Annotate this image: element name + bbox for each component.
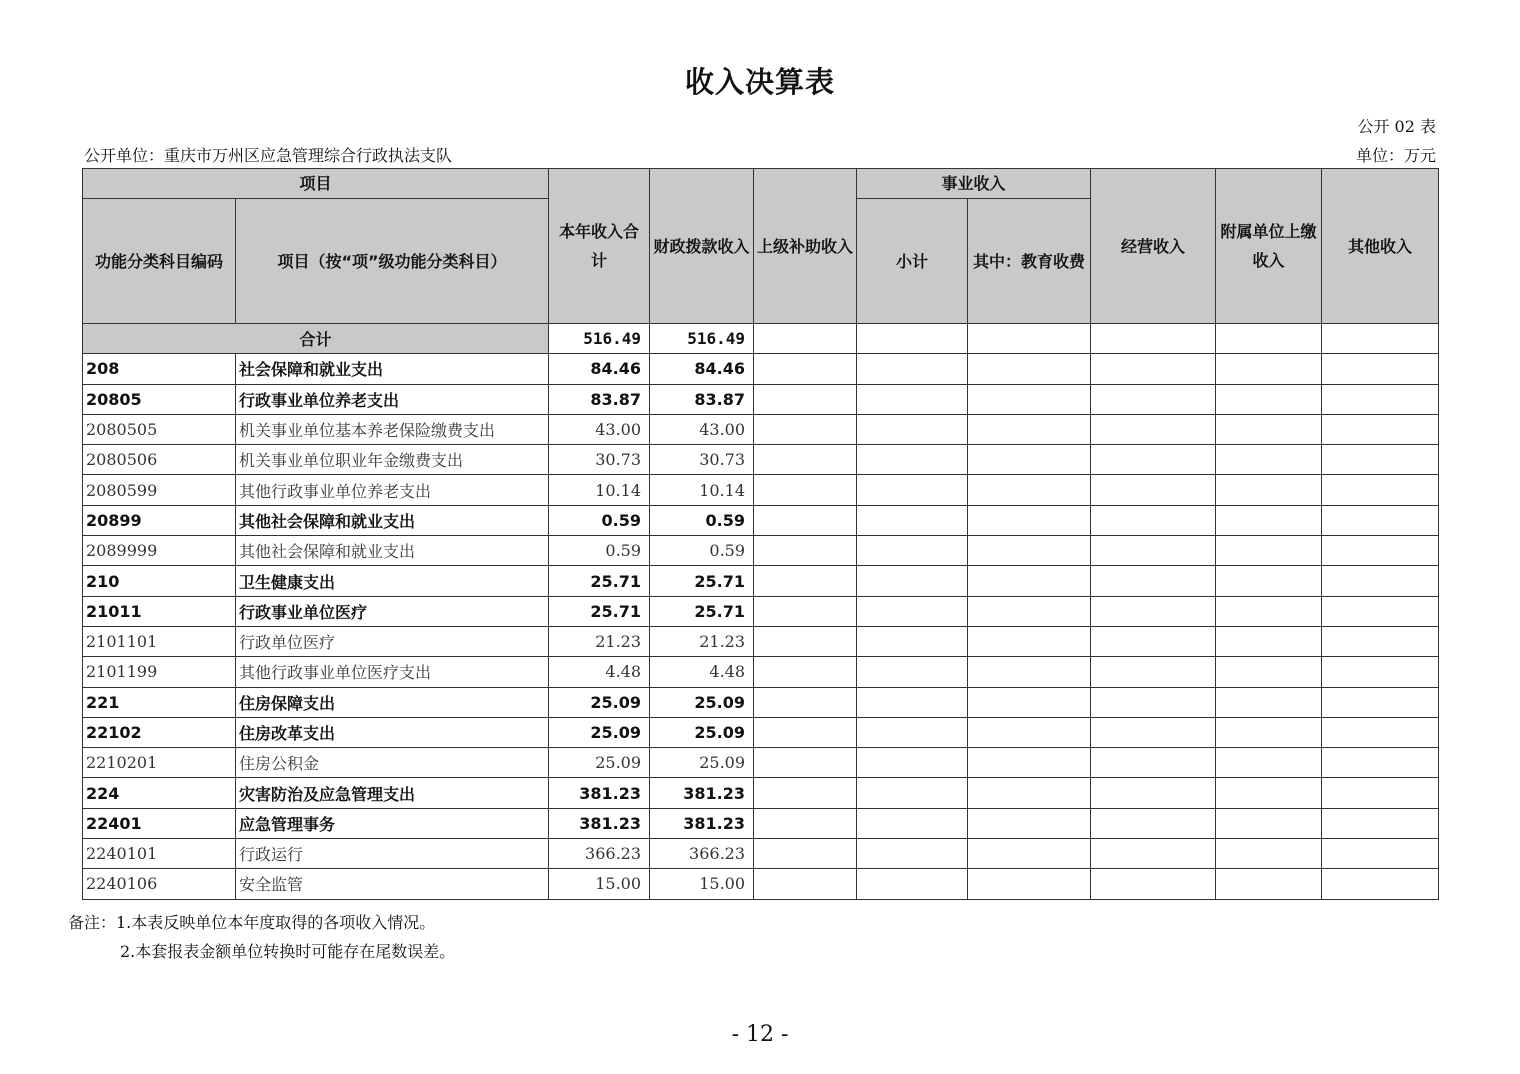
empty-cell xyxy=(754,475,857,505)
empty-cell xyxy=(1322,778,1439,808)
empty-cell xyxy=(1091,839,1216,869)
total-row xyxy=(83,324,1439,354)
empty-cell xyxy=(1216,445,1322,475)
row-name: 行政事业单位医疗 xyxy=(236,596,549,626)
table-row xyxy=(83,566,1439,596)
empty-cell xyxy=(1322,717,1439,747)
empty-cell xyxy=(857,414,968,444)
empty-cell xyxy=(754,354,857,384)
empty-cell xyxy=(1216,354,1322,384)
row-total: 366.23 xyxy=(549,839,650,869)
row-total: 381.23 xyxy=(549,778,650,808)
empty-cell xyxy=(857,808,968,838)
empty-cell xyxy=(1216,536,1322,566)
empty-cell xyxy=(1322,626,1439,656)
row-total: 43.00 xyxy=(549,414,650,444)
empty-cell xyxy=(1216,717,1322,747)
table-row xyxy=(83,869,1439,899)
row-total: 10.14 xyxy=(549,475,650,505)
row-code: 2089999 xyxy=(83,536,236,566)
note-1: 备注：1.本表反映单位本年度取得的各项收入情况。 xyxy=(68,913,436,932)
notes xyxy=(68,908,455,966)
row-fiscal: 84.46 xyxy=(650,354,754,384)
row-code: 208 xyxy=(83,354,236,384)
row-fiscal: 43.00 xyxy=(650,414,754,444)
row-code: 21011 xyxy=(83,596,236,626)
empty-cell xyxy=(857,475,968,505)
empty-cell xyxy=(857,717,968,747)
row-name: 其他社会保障和就业支出 xyxy=(236,505,549,535)
row-total: 21.23 xyxy=(549,626,650,656)
empty-cell xyxy=(1216,505,1322,535)
header-superior: 上级补助收入 xyxy=(754,169,857,324)
row-fiscal: 25.09 xyxy=(650,748,754,778)
row-name: 其他行政事业单位医疗支出 xyxy=(236,657,549,687)
empty-cell xyxy=(1322,475,1439,505)
page-number: - 12 - xyxy=(731,1022,789,1047)
row-fiscal: 25.09 xyxy=(650,717,754,747)
header-career: 事业收入 xyxy=(857,169,1091,199)
empty-cell xyxy=(968,869,1091,899)
empty-cell xyxy=(1091,657,1216,687)
row-fiscal: 83.87 xyxy=(650,384,754,414)
row-fiscal: 21.23 xyxy=(650,626,754,656)
row-total: 25.09 xyxy=(549,717,650,747)
row-code: 2080505 xyxy=(83,414,236,444)
table-row xyxy=(83,778,1439,808)
empty-cell xyxy=(1322,445,1439,475)
empty-cell xyxy=(1322,384,1439,414)
empty-cell xyxy=(857,445,968,475)
row-fiscal: 30.73 xyxy=(650,445,754,475)
empty-cell xyxy=(1091,414,1216,444)
empty-cell xyxy=(857,687,968,717)
empty-cell xyxy=(754,869,857,899)
header-code: 功能分类科目编码 xyxy=(83,199,236,324)
header-fiscal: 财政拨款收入 xyxy=(650,169,754,324)
row-fiscal: 25.09 xyxy=(650,687,754,717)
empty-cell xyxy=(1091,748,1216,778)
row-total: 84.46 xyxy=(549,354,650,384)
table-row xyxy=(83,505,1439,535)
row-fiscal: 366.23 xyxy=(650,839,754,869)
row-total: 15.00 xyxy=(549,869,650,899)
empty-cell xyxy=(754,657,857,687)
empty-cell xyxy=(857,626,968,656)
row-name: 其他社会保障和就业支出 xyxy=(236,536,549,566)
row-fiscal: 0.59 xyxy=(650,536,754,566)
table-row xyxy=(83,657,1439,687)
empty-cell xyxy=(968,717,1091,747)
header-education: 其中：教育收费 xyxy=(968,199,1091,324)
empty-cell xyxy=(1091,626,1216,656)
empty-cell xyxy=(968,536,1091,566)
row-name: 住房保障支出 xyxy=(236,687,549,717)
empty-cell xyxy=(1216,566,1322,596)
income-table xyxy=(82,168,1439,900)
empty-cell xyxy=(754,566,857,596)
row-fiscal: 381.23 xyxy=(650,808,754,838)
empty-cell xyxy=(1322,354,1439,384)
empty-cell xyxy=(1322,839,1439,869)
empty-cell xyxy=(857,778,968,808)
row-code: 2080506 xyxy=(83,445,236,475)
header-total: 本年收入合计 xyxy=(549,169,650,324)
empty-cell xyxy=(754,717,857,747)
empty-cell xyxy=(1091,505,1216,535)
empty-cell xyxy=(1216,869,1322,899)
row-total: 25.71 xyxy=(549,596,650,626)
total-fiscal: 516.49 xyxy=(650,324,754,354)
empty-cell xyxy=(754,626,857,656)
empty-cell xyxy=(1322,414,1439,444)
empty-cell xyxy=(968,354,1091,384)
row-name: 安全监管 xyxy=(236,869,549,899)
row-code: 2240106 xyxy=(83,869,236,899)
empty-cell xyxy=(1322,566,1439,596)
row-total: 25.09 xyxy=(549,687,650,717)
empty-cell xyxy=(1091,687,1216,717)
row-name: 其他行政事业单位养老支出 xyxy=(236,475,549,505)
row-total: 4.48 xyxy=(549,657,650,687)
row-total: 25.71 xyxy=(549,566,650,596)
empty-cell xyxy=(857,384,968,414)
row-fiscal: 0.59 xyxy=(650,505,754,535)
row-name: 行政单位医疗 xyxy=(236,626,549,656)
row-code: 224 xyxy=(83,778,236,808)
row-fiscal: 10.14 xyxy=(650,475,754,505)
empty-cell xyxy=(968,445,1091,475)
empty-cell xyxy=(1216,414,1322,444)
row-total: 25.09 xyxy=(549,748,650,778)
row-total: 0.59 xyxy=(549,505,650,535)
empty-cell xyxy=(1322,748,1439,778)
row-code: 2240101 xyxy=(83,839,236,869)
table-row xyxy=(83,687,1439,717)
empty-cell xyxy=(857,748,968,778)
empty-cell xyxy=(1216,778,1322,808)
empty-cell xyxy=(1322,808,1439,838)
row-total: 0.59 xyxy=(549,536,650,566)
row-name: 机关事业单位基本养老保险缴费支出 xyxy=(236,414,549,444)
row-total: 30.73 xyxy=(549,445,650,475)
row-code: 22401 xyxy=(83,808,236,838)
empty-cell xyxy=(1216,687,1322,717)
row-code: 2101199 xyxy=(83,657,236,687)
form-number: 公开 02 表 xyxy=(1357,117,1436,136)
empty-cell xyxy=(1091,717,1216,747)
empty-cell xyxy=(754,414,857,444)
reporting-unit: 公开单位：重庆市万州区应急管理综合行政执法支队 xyxy=(84,146,453,165)
empty-cell xyxy=(754,445,857,475)
row-name: 机关事业单位职业年金缴费支出 xyxy=(236,445,549,475)
row-name: 灾害防治及应急管理支出 xyxy=(236,778,549,808)
empty-cell xyxy=(1091,778,1216,808)
table-row xyxy=(83,475,1439,505)
empty-cell xyxy=(968,778,1091,808)
table-row xyxy=(83,626,1439,656)
empty-cell xyxy=(1216,657,1322,687)
row-name: 住房公积金 xyxy=(236,748,549,778)
empty-cell xyxy=(754,505,857,535)
empty-cell xyxy=(968,839,1091,869)
row-fiscal: 15.00 xyxy=(650,869,754,899)
empty-cell xyxy=(1091,384,1216,414)
empty-cell xyxy=(857,354,968,384)
table-row xyxy=(83,839,1439,869)
row-name: 行政运行 xyxy=(236,839,549,869)
empty-cell xyxy=(754,778,857,808)
row-code: 20899 xyxy=(83,505,236,535)
table-row xyxy=(83,384,1439,414)
row-code: 2101101 xyxy=(83,626,236,656)
empty-cell xyxy=(1216,839,1322,869)
table-row xyxy=(83,596,1439,626)
empty-cell xyxy=(968,475,1091,505)
empty-cell xyxy=(857,566,968,596)
empty-cell xyxy=(857,596,968,626)
empty-cell xyxy=(1322,657,1439,687)
empty-cell xyxy=(1216,475,1322,505)
empty-cell xyxy=(1216,596,1322,626)
empty-cell xyxy=(1216,384,1322,414)
empty-cell xyxy=(968,687,1091,717)
empty-cell xyxy=(968,384,1091,414)
empty-cell xyxy=(1216,626,1322,656)
currency-unit: 单位：万元 xyxy=(1355,146,1436,165)
empty-cell xyxy=(968,596,1091,626)
row-code: 2080599 xyxy=(83,475,236,505)
note-2: 2.本套报表金额单位转换时可能存在尾数误差。 xyxy=(120,942,456,961)
empty-cell xyxy=(968,505,1091,535)
empty-cell xyxy=(857,505,968,535)
table-row xyxy=(83,748,1439,778)
empty-cell xyxy=(968,748,1091,778)
row-total: 83.87 xyxy=(549,384,650,414)
row-name: 卫生健康支出 xyxy=(236,566,549,596)
empty-cell xyxy=(754,596,857,626)
empty-cell xyxy=(1322,596,1439,626)
empty-cell xyxy=(1322,687,1439,717)
header-project: 项目 xyxy=(83,169,549,199)
row-fiscal: 381.23 xyxy=(650,778,754,808)
header-name: 项目（按“项”级功能分类科目） xyxy=(236,199,549,324)
table-row xyxy=(83,717,1439,747)
header-business: 经营收入 xyxy=(1091,169,1216,324)
row-code: 221 xyxy=(83,687,236,717)
table-row xyxy=(83,808,1439,838)
empty-cell xyxy=(1322,869,1439,899)
row-fiscal: 25.71 xyxy=(650,566,754,596)
empty-cell xyxy=(754,536,857,566)
row-name: 住房改革支出 xyxy=(236,717,549,747)
empty-cell xyxy=(1216,748,1322,778)
table-row xyxy=(83,445,1439,475)
empty-cell xyxy=(754,748,857,778)
empty-cell xyxy=(1091,536,1216,566)
row-code: 20805 xyxy=(83,384,236,414)
empty-cell xyxy=(1091,869,1216,899)
row-total: 381.23 xyxy=(549,808,650,838)
row-fiscal: 4.48 xyxy=(650,657,754,687)
total-label: 合计 xyxy=(83,324,549,354)
empty-cell xyxy=(857,869,968,899)
empty-cell xyxy=(754,687,857,717)
row-name: 行政事业单位养老支出 xyxy=(236,384,549,414)
header-affiliate: 附属单位上缴收入 xyxy=(1216,169,1322,324)
row-code: 2210201 xyxy=(83,748,236,778)
header-subtotal: 小计 xyxy=(857,199,968,324)
empty-cell xyxy=(857,657,968,687)
empty-cell xyxy=(1091,475,1216,505)
empty-cell xyxy=(857,839,968,869)
empty-cell xyxy=(1091,445,1216,475)
row-code: 210 xyxy=(83,566,236,596)
empty-cell xyxy=(754,839,857,869)
empty-cell xyxy=(754,384,857,414)
empty-cell xyxy=(1091,808,1216,838)
row-fiscal: 25.71 xyxy=(650,596,754,626)
total-amount: 516.49 xyxy=(549,324,650,354)
empty-cell xyxy=(1322,505,1439,535)
empty-cell xyxy=(1322,536,1439,566)
empty-cell xyxy=(754,808,857,838)
empty-cell xyxy=(1216,808,1322,838)
page-title: 收入决算表 xyxy=(684,65,835,99)
empty-cell xyxy=(1091,566,1216,596)
table-row xyxy=(83,414,1439,444)
empty-cell xyxy=(968,657,1091,687)
row-name: 应急管理事务 xyxy=(236,808,549,838)
empty-cell xyxy=(968,808,1091,838)
empty-cell xyxy=(968,414,1091,444)
table-row xyxy=(83,536,1439,566)
row-name: 社会保障和就业支出 xyxy=(236,354,549,384)
empty-cell xyxy=(968,566,1091,596)
table-row xyxy=(83,354,1439,384)
empty-cell xyxy=(968,626,1091,656)
empty-cell xyxy=(857,536,968,566)
header-other: 其他收入 xyxy=(1322,169,1439,324)
empty-cell xyxy=(1091,354,1216,384)
empty-cell xyxy=(1091,596,1216,626)
row-code: 22102 xyxy=(83,717,236,747)
